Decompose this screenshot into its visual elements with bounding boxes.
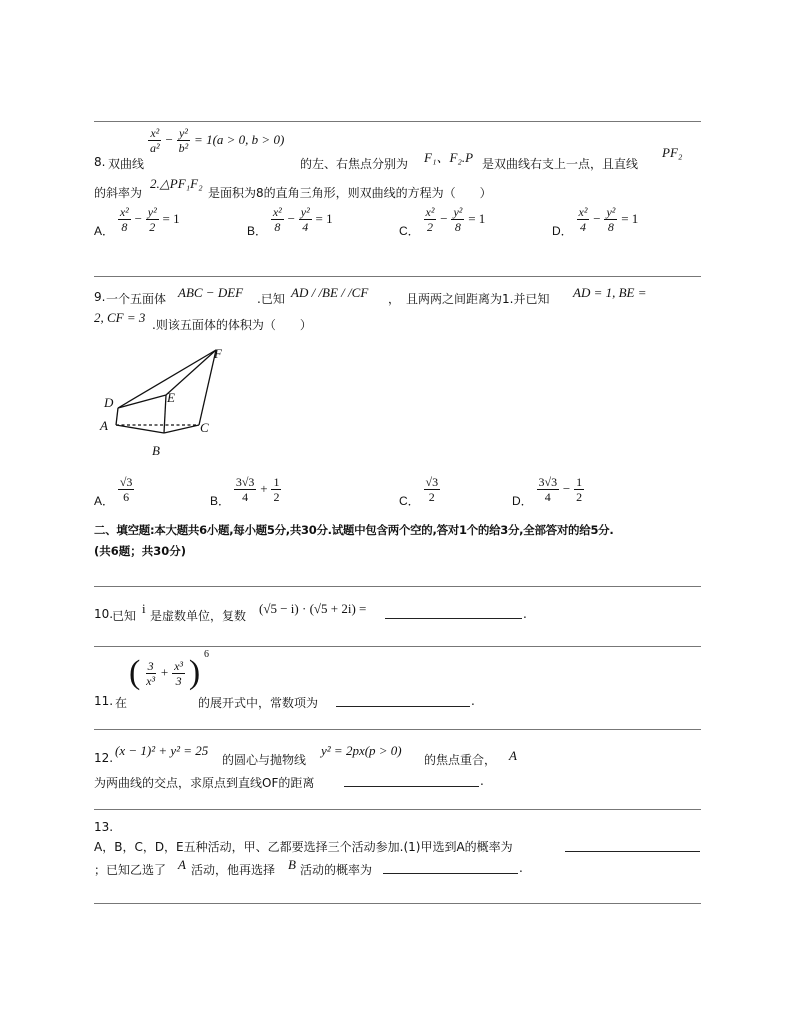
question-text: .	[523, 607, 527, 621]
slope-value: 2.△PF₁F₂	[150, 176, 203, 191]
foci-label: F₁、F₂.P	[424, 150, 474, 165]
point-label: A	[509, 748, 517, 763]
option-b[interactable]: B． $\frac{\text{x²}}{8}$ − $\frac{\text{y²}}{4}$ = 1	[247, 205, 333, 238]
question-number: 13.	[94, 820, 114, 834]
question-text: .	[471, 694, 475, 708]
question-text: 的圆心与抛物线	[222, 753, 307, 767]
section-heading: 二、填空题:本大题共6小题,每小题5分,共30分.试题中包含两个空的,答对1个的给3分,全部答对的给5分.	[94, 523, 614, 537]
question-number: 9.	[94, 290, 106, 304]
circle-equation: (x − 1)² + y² = 25	[115, 743, 209, 758]
question-text: 的斜率为	[94, 186, 143, 200]
question-text: 是虚数单位，复数	[150, 609, 247, 623]
question-number: 12.	[94, 751, 114, 765]
question-text: .则该五面体的体积为（ ）	[152, 318, 312, 332]
separator-line	[94, 809, 701, 810]
vertex-label-c: C	[200, 420, 209, 435]
question-number: 11.	[94, 694, 114, 708]
vertex-label-f: F	[214, 346, 222, 361]
separator-line	[94, 586, 701, 587]
question-text: 为两曲线的交点，求原点到直线OF的距离	[94, 776, 315, 790]
vertex-label-d: D	[104, 395, 114, 410]
given-values: 2, CF = 3	[94, 310, 146, 325]
option-c[interactable]: C． $\frac{\text{x²}}{2}$ − $\frac{\text{y²}}{8}$ = 1	[399, 205, 486, 238]
answer-blank[interactable]	[385, 618, 522, 619]
option-a[interactable]: A． $\frac{\text{x²}}{8}$ − $\frac{\text{y²}}{2}$ = 1	[94, 205, 180, 238]
separator-line	[94, 121, 701, 122]
question-text: A，B，C，D，E五种活动，甲、乙都要选择三个活动参加.(1)甲选到A的概率为	[94, 840, 513, 854]
solid-name: ABC − DEF	[178, 285, 244, 300]
question-text: ；已知乙选了	[94, 863, 167, 877]
question-number: 8.	[94, 155, 106, 169]
question-text: 双曲线	[108, 157, 145, 171]
question-text: 已知	[112, 609, 137, 623]
binomial-expression: ( $\frac{3}{\text{x³}}$ + $\frac{\text{x³}}{3}$ ) $^6$	[129, 648, 210, 691]
separator-line	[94, 276, 701, 277]
separator-line	[94, 646, 701, 647]
question-text: .已知	[257, 292, 285, 306]
answer-blank[interactable]	[336, 706, 470, 707]
given-values: AD = 1, BE =	[573, 285, 647, 300]
question-text: 活动，他再选择	[191, 863, 276, 877]
option-d[interactable]: D． $\frac{\text{x²}}{4}$ − $\frac{\text{y²}}{8}$ = 1	[552, 205, 639, 238]
option-d[interactable]: D． $\frac{3√3}{4}$ − $\frac{1}{2}$	[512, 475, 583, 508]
vertex-label-b: B	[152, 443, 160, 458]
complex-expression: (√5 − i) · (√5 + 2i) =	[259, 601, 367, 616]
vertex-label-e: E	[167, 390, 175, 405]
question-text: .	[519, 861, 523, 875]
option-c[interactable]: C． $\frac{√3}{2}$	[399, 475, 439, 508]
question-text: 是面积为8的直角三角形，则双曲线的方程为（ ）	[208, 186, 492, 200]
activity-label: B	[288, 857, 296, 872]
answer-blank[interactable]	[344, 786, 479, 787]
question-text: 是双曲线右支上一点，且直线	[482, 157, 639, 171]
separator-line	[94, 729, 701, 730]
question-text: 的左、右焦点分别为	[300, 157, 409, 171]
activity-label: A	[178, 857, 186, 872]
question-text: 的展开式中，常数项为	[198, 696, 319, 710]
question-text: 的焦点重合，	[424, 753, 497, 767]
vertex-label-a: A	[100, 418, 108, 433]
question-text: 一个五面体	[106, 292, 167, 306]
hyperbola-equation: $\frac{\text{x²}}{\text{a²}}$ − $\frac{\text{y²}}{\text{b²}}$ = 1(a > 0, b > 0)	[150, 126, 285, 155]
option-a[interactable]: A． $\frac{√3}{6}$	[94, 475, 133, 508]
question-text: 活动的概率为	[300, 863, 373, 877]
question-number: 10.	[94, 607, 114, 621]
answer-blank[interactable]	[565, 851, 700, 852]
option-b[interactable]: B． $\frac{3√3}{4}$ + $\frac{1}{2}$	[210, 475, 280, 508]
separator-line	[94, 903, 701, 904]
imaginary-unit: i	[142, 601, 146, 616]
section-heading-subline: (共6题；共30分)	[94, 544, 187, 558]
question-text: .	[480, 774, 484, 788]
parabola-equation: y² = 2px(p > 0)	[321, 743, 402, 758]
question-text: ， 且两两之间距离为1.并已知	[388, 292, 550, 306]
question-text: 在	[115, 696, 128, 710]
parallel-relation: AD / /BE / /CF	[291, 285, 369, 300]
answer-blank[interactable]	[383, 873, 518, 874]
pentahedron-figure	[96, 340, 236, 465]
line-label: PF₂	[662, 145, 683, 160]
